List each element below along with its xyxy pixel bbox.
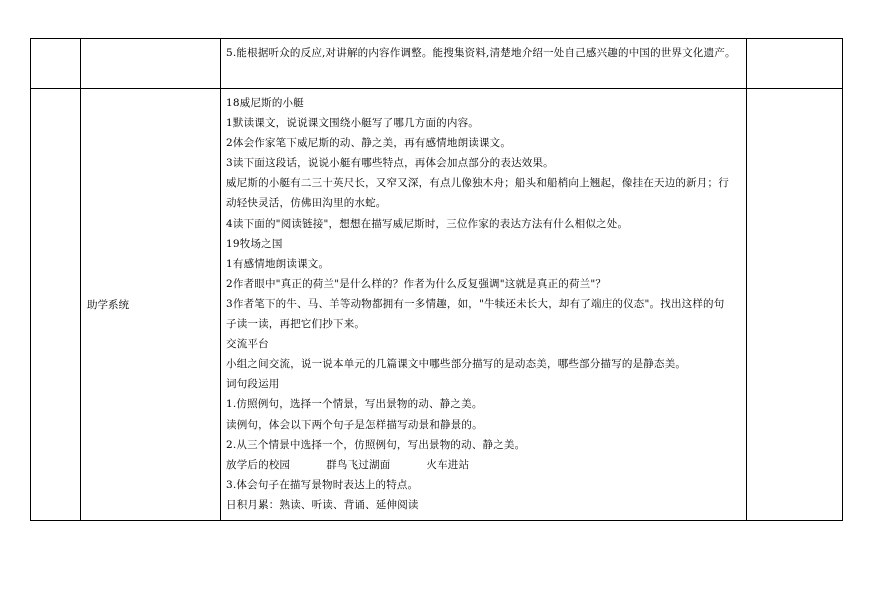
content-line: 3.体会句子在描写景物时表达上的特点。 xyxy=(226,478,419,491)
table-cell-blank xyxy=(31,39,81,89)
content-line: 词句段运用 xyxy=(226,378,280,391)
goal-text: 5.能根据听众的反应,对讲解的内容作调整。能搜集资料,清楚地介绍一处自己感兴趣的中国的世界文化遗产。 xyxy=(226,47,736,59)
table-cell-blank xyxy=(81,39,221,89)
content-line: 交流平台 xyxy=(226,338,269,351)
content-line: 小组之间交流，说一说本单元的几篇课文中哪些部分描写的是动态美，哪些部分描写的是静态美。 xyxy=(226,358,687,371)
table-row xyxy=(31,89,843,521)
content-line: 3读下面这段话，说说小艇有哪些特点，再体会加点部分的表达效果。 xyxy=(226,157,554,170)
content-line: 3作者笔下的牛、马、羊等动物都拥有一多情趣，如，"牛犊还未长大，却有了端庄的仪态"。找出这样的句 xyxy=(226,297,725,310)
table-cell-blank xyxy=(31,89,81,521)
content-line: 2作者眼中"真正的荷兰"是什么样的？作者为什么反复强调"这就是真正的荷兰"？ xyxy=(226,277,607,290)
content-line: 1默读课文，说说课文围绕小艇写了哪几方面的内容。 xyxy=(226,117,479,130)
table-row xyxy=(31,39,843,89)
content-line: 子读一读，再把它们抄下来。 xyxy=(226,318,366,331)
content-line: 2.从三个情景中选择一个，仿照例句，写出景物的动、静之美。 xyxy=(226,438,526,451)
goal-cell xyxy=(221,39,747,89)
scene-option: 火车进站 xyxy=(426,458,470,471)
content-line: 1有感情地朗读课文。 xyxy=(226,257,330,270)
content-line: 日积月累：熟读、听读、背诵、延伸阅读 xyxy=(226,498,419,511)
lesson-plan-table xyxy=(30,38,843,521)
content-cell xyxy=(221,89,747,521)
content-line: 19牧场之国 xyxy=(226,237,283,250)
content-line: 2体会作家笔下威尼斯的动、静之美，再有感情地朗读课文。 xyxy=(226,137,512,150)
scene-option: 放学后的校园 xyxy=(226,458,291,471)
section-label-cell xyxy=(81,89,221,521)
content-line: 读例句，体会以下两个句子是怎样描写动景和静景的。 xyxy=(226,418,483,431)
table-cell-blank xyxy=(747,39,843,89)
content-line: 18威尼斯的小艇 xyxy=(226,97,304,109)
content-line: 4读下面的"阅读链接"，想想在描写威尼斯时，三位作家的表达方法有什么相似之处。 xyxy=(226,217,629,230)
content-line: 威尼斯的小艇有二三十英尺长，又窄又深，有点儿像独木舟；船头和船梢向上翘起，像挂在天边的新月；行 xyxy=(226,177,729,190)
table-cell-blank xyxy=(747,89,843,521)
scene-options xyxy=(226,455,742,475)
content-line: 动轻快灵活，仿佛田沟里的水蛇。 xyxy=(226,197,387,210)
section-label: 助学系统 xyxy=(87,299,129,311)
content-line: 1.仿照例句，选择一个情景，写出景物的动、静之美。 xyxy=(226,398,483,411)
content-body xyxy=(221,89,746,515)
scene-option: 群鸟飞过湖面 xyxy=(326,458,391,471)
